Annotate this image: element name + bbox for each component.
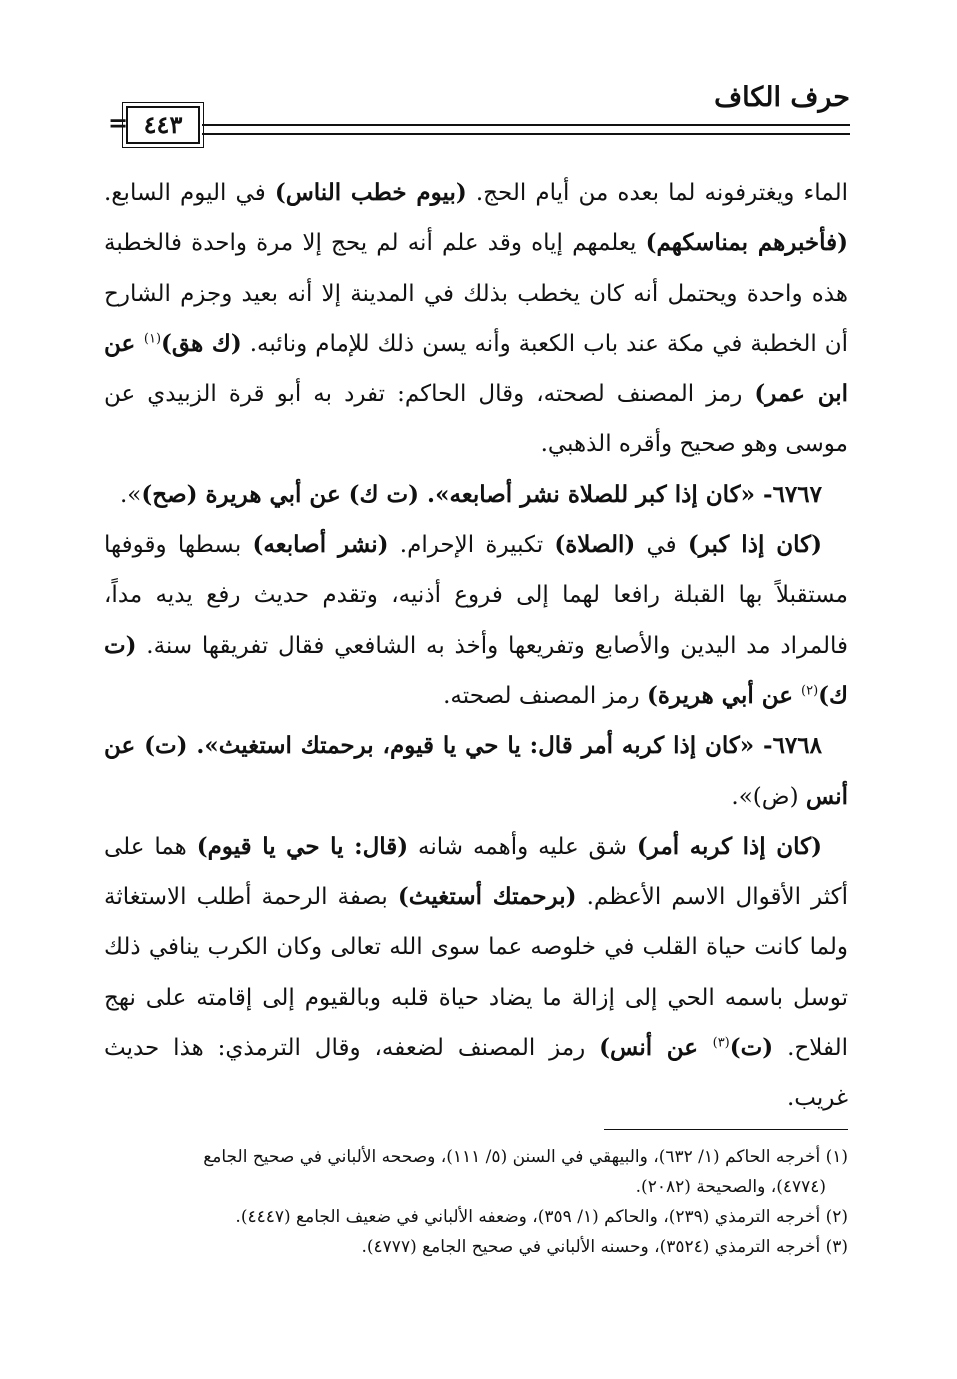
footnote-ref-3: (٣) — [712, 1035, 730, 1051]
footnote-2: (٢) أخرجه الترمذي (٢٣٩)، والحاكم (١/ ٣٥٩)، وضعفه الألباني في ضعيف الجامع (٤٤٤٧). — [235, 1207, 848, 1227]
footnote-3: (٣) أخرجه الترمذي (٣٥٢٤)، وحسنه الألباني في صحيح الجامع (٤٧٧٧). — [361, 1237, 848, 1257]
header-rule — [202, 124, 850, 135]
hadith-6767: ٦٧٦٧- «كان إذا كبر للصلاة نشر أصابعه». (ت ك) عن أبي هريرة (صح)». — [119, 480, 822, 508]
main-text — [104, 168, 848, 1124]
footnote-divider — [604, 1129, 848, 1130]
paragraph-commentary-3: (كان إذا كربه أمر) شق عليه وأهمه شانه (قال: يا حي يا قيوم) هما على أكثر الأقوال الاسم الأعظم. (برحمتك أستغيث) بصفة الرحمة أطلب الاستغاثة ولما كانت حياة القلب في خلوصه عما سوى الله تعالى وكان الكرب ينافي ذلك توسل باسمه الحي إلى إزالة ما يضاد حياة قلبه وبالقيوم إلى إقامته على نهج الفلاح. (ت)$^{(٣)}$ عن أنس) رمز المصنف لضعفه، وقال الترمذي: هذا حديث غريب. — [104, 832, 848, 1112]
footnotes — [104, 1142, 848, 1262]
paragraph-commentary-1: الماء ويغترفونه لما بعده من أيام الحج. (بيوم خطب الناس) في اليوم السابع. (فأخبرهم بمناسكهم) يعلمهم إياه وقد علم أنه لم يحج إلا مرة واحدة فالخطبة هذه واحدة ويحتمل أنه كان يخطب بذلك في المدينة إلا أنه بعيد وجزم الشارح أن الخطبة في مكة عند باب الكعبة وأنه يسن ذلك للإمام ونائبه. (ك هق)$^{(١)}$ عن ابن عمر) رمز المصنف لصحته، وقال الحاكم: تفرد به أبو قرة الزبيدي عن موسى وهو صحيح وأقره الذهبي. — [104, 179, 849, 458]
page-header — [108, 82, 850, 152]
footnote-ref-1: (١) — [143, 331, 162, 347]
footnote-1: (١) أخرجه الحاكم (١/ ٦٣٢)، والبيهقي في السنن (٥/ ١١١)، وصححه الألباني في صحيح الجامع — [203, 1147, 848, 1167]
header-ornament: = — [108, 108, 129, 137]
hadith-6768: ٦٧٦٨- «كان إذا كربه أمر قال: يا حي يا قيوم، برحمتك استغيث». (ت) عن أنس (ض)». — [104, 732, 848, 810]
paragraph-commentary-2: (كان إذا كبر) في (الصلاة) تكبيرة الإحرام. (نشر أصابعه) بسطها وقوفها مستقبلاً بها القبلة رافعا لهما إلى فروع أذنيه، وتقدم حديث رفع يديه مداً، فالمراد مد اليدين والأصابع وتفريعها وأخذ به الشافعي فقال تفريقها سنة. (ت ك)$^{(٢)}$ عن أبي هريرة) رمز المصنف لصحته. — [104, 531, 848, 709]
footnote-ref-2: (٢) — [801, 683, 819, 699]
footnote-1-continued: (٤٧٧٤)، والصحيحة (٢٠٨٢). — [635, 1177, 826, 1197]
page-number: ٤٤٣ — [126, 106, 200, 144]
running-title: حرف الكاف — [714, 82, 850, 113]
